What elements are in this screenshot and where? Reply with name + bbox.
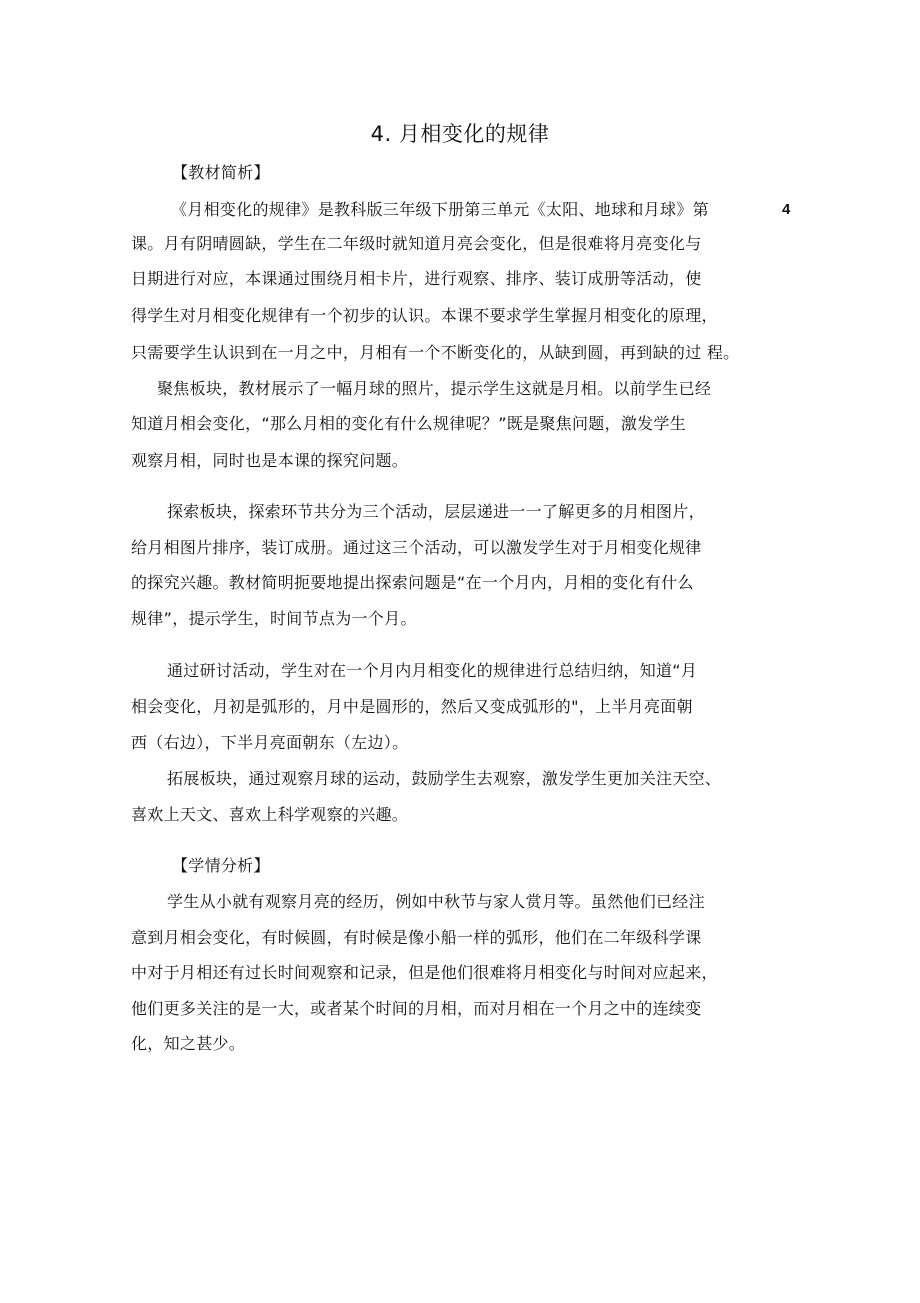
section-heading-learning-analysis: 【学情分析】: [172, 856, 270, 875]
paragraph-1-line-1: 《月相变化的规律》是教科版三年级下册第三单元《太阳、地球和月球》第: [171, 200, 709, 219]
paragraph-3-line-4: 规律”，提示学生，时间节点为一个月。: [131, 609, 417, 628]
paragraph-6-line-4: 他们更多关注的是一大，或者某个时间的月相，而对月相在一个月之中的连续变: [131, 999, 702, 1018]
paragraph-6-line-3: 中对于月相还有过长时间观察和记录，但是他们很难将月相变化与时间对应起来，: [131, 963, 718, 982]
paragraph-3-line-2: 给月相图片排序，装订成册。通过这三个活动，可以激发学生对于月相变化规律: [131, 538, 702, 557]
paragraph-1-line-3: 日期进行对应，本课通过围绕月相卡片，进行观察、排序、装订成册等活动，使: [131, 269, 702, 288]
section-heading-textbook-analysis: 【教材简析】: [172, 163, 270, 182]
paragraph-2-line-2: 知道月相会变化，“那么月相的变化有什么规律呢？”既是聚焦问题，激发学生: [131, 414, 687, 433]
paragraph-6-line-2: 意到月相会变化，有时候圆，有时候是像小船一样的弧形，他们在二年级科学课: [131, 928, 702, 947]
page-title: 4. 月相变化的规律: [370, 122, 550, 146]
paragraph-1-line-5: 只需要学生认识到在一月之中，月相有一个不断变化的，从缺到圆，再到缺的过 程。: [131, 343, 740, 362]
paragraph-6-line-5: 化，知之甚少。: [131, 1034, 246, 1053]
side-number: 4: [782, 201, 791, 218]
paragraph-6-line-1: 学生从小就有观察月亮的经历，例如中秋节与家人赏月等。虽然他们已经注: [167, 892, 705, 911]
paragraph-1-line-2: 课。月有阴晴圆缺，学生在二年级时就知道月亮会变化，但是很难将月亮变化与: [131, 234, 702, 253]
paragraph-3-line-1: 探索板块，探索环节共分为三个活动，层层递进一一了解更多的月相图片，: [167, 502, 705, 521]
paragraph-5-line-1: 拓展板块，通过观察月球的运动，鼓励学生去观察，激发学生更加关注天空、: [167, 769, 722, 788]
paragraph-2-line-1: 聚焦板块，教材展示了一幅月球的照片，提示学生这就是月相。以前学生已经: [157, 379, 712, 398]
paragraph-1-line-4: 得学生对月相变化规律有一个初步的认识。本课不要求学生掌握月相变化的原理，: [131, 306, 718, 325]
paragraph-4-line-3: 西（右边），下半月亮面朝东（左边）。: [131, 733, 409, 752]
paragraph-4-line-2: 相会变化，月初是弧形的，月中是圆形的，然后又变成弧形的"，上半月亮面朝: [131, 697, 693, 716]
paragraph-5-line-2: 喜欢上天文、喜欢上科学观察的兴趣。: [131, 805, 409, 824]
paragraph-3-line-3: 的探究兴趣。教材简明扼要地提出探索问题是“在一个月内，月相的变化有什么: [131, 573, 694, 592]
paragraph-4-line-1: 通过研讨活动，学生对在一个月内月相变化的规律进行总结归纳，知道“月: [167, 661, 698, 680]
paragraph-2-line-3: 观察月相，同时也是本课的探究问题。: [131, 451, 409, 470]
